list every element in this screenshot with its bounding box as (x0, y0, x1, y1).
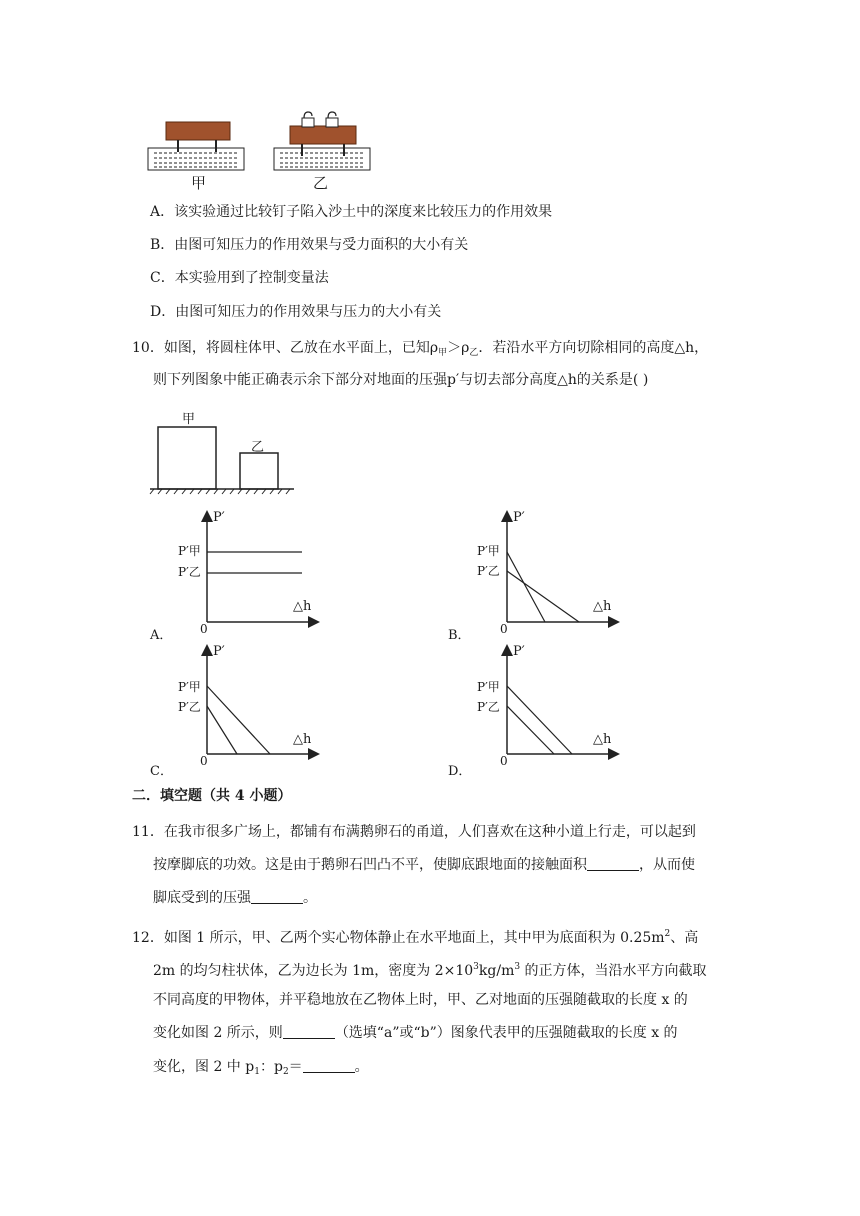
graph-c (150, 644, 330, 778)
section-title-fill-in: 二．填空题（共 4 小题） (132, 788, 292, 804)
q9-option-a: A．该实验通过比较钉子陷入沙土中的深度来比较压力的作用效果 (150, 204, 553, 220)
q10-fig-label-jia: 甲 (182, 412, 196, 427)
graph-a-y-label: P′ (213, 510, 225, 525)
graph-b-line-yi (507, 571, 579, 622)
graph-b-x-label: △h (593, 599, 612, 614)
q12-blank-1[interactable] (283, 1024, 335, 1039)
q11-blank-1[interactable] (587, 856, 639, 871)
graph-d-y-label: P′ (513, 644, 525, 659)
graph-c-x-label: △h (293, 732, 312, 747)
graph-a-p-yi: P′乙 (178, 565, 201, 579)
graph-b-p-jia: P′甲 (477, 544, 500, 558)
graph-d-option: D． (448, 764, 472, 779)
q9-option-d: D．由图可知压力的作用效果与压力的大小有关 (150, 304, 442, 320)
q11-line3: 脚底受到的压强 。 (153, 890, 317, 906)
graph-c-origin: 0 (200, 754, 208, 768)
graph-d-origin: 0 (500, 754, 508, 768)
q11-blank-2[interactable] (251, 889, 303, 904)
q10-line2: 则下列图象中能正确表示余下部分对地面的压强p′与切去部分高度△h的关系是( ) (153, 372, 649, 388)
graph-b-option: B． (448, 628, 471, 643)
graph-d-line-yi (507, 706, 554, 754)
q11-line2: 按摩脚底的功效。这是由于鹅卵石凹凸不平，使脚底跟地面的接触面积 ，从而使 (153, 857, 695, 873)
graph-d-p-jia: P′甲 (477, 680, 500, 694)
q10-cylinder-figure (148, 420, 298, 496)
q12-line2: 2m 的均匀柱状体，乙为边长为 1m，密度为 $2\times 10^3kg/m^3$ 的正方体，当沿水平方向截取 (153, 962, 707, 979)
graph-c-p-yi: P′乙 (178, 700, 201, 714)
graph-a (150, 508, 330, 642)
graph-c-option: C． (150, 764, 173, 779)
q10-fig-label-yi: 乙 (251, 440, 265, 455)
q12-line4: 变化如图 2 所示，则 （选填“a”或“b”）图象代表甲的压强随截取的长度 x 的 (153, 1025, 678, 1041)
graph-b (448, 508, 628, 642)
q9-option-b: B．由图可知压力的作用效果与受力面积的大小有关 (150, 237, 469, 253)
graph-a-p-jia: P′甲 (178, 544, 201, 558)
graph-b-origin: 0 (500, 622, 508, 636)
graph-c-p-jia: P′甲 (178, 680, 201, 694)
graph-a-origin: 0 (200, 622, 208, 636)
fig-yi-setup (274, 112, 370, 170)
graph-b-p-yi: P′乙 (477, 564, 500, 578)
q10-line1: 10．如图，将圆柱体甲、乙放在水平面上，已知$\rho_甲>\rho_乙$．若沿水平方向切除相同的高度△h， (132, 340, 709, 358)
q12-blank-2[interactable] (303, 1058, 355, 1073)
graph-b-y-label: P′ (513, 510, 525, 525)
graph-d (448, 644, 628, 778)
fig9-label-yi: 乙 (313, 174, 329, 192)
fig9-label-jia: 甲 (191, 174, 207, 192)
q9-figure (140, 108, 380, 190)
q12-line1: 12．如图 1 所示，甲、乙两个实心物体静止在水平地面上，其中甲为底面积为 $0.25m^2$、高 (132, 929, 699, 946)
q12-line5: 变化，图 2 中 $p_1$：$p_2=$ 。 (153, 1059, 369, 1077)
graph-d-p-yi: P′乙 (477, 700, 500, 714)
fig-jia-setup (148, 122, 244, 170)
graph-b-line-jia (507, 552, 545, 622)
q9-option-c: C．本实验用到了控制变量法 (150, 270, 329, 286)
graph-d-line-jia (507, 686, 572, 754)
graph-c-y-label: P′ (213, 644, 225, 659)
graph-a-x-label: △h (293, 599, 312, 614)
q11-line1: 11．在我市很多广场上，都铺有布满鹅卵石的甬道，人们喜欢在这种小道上行走，可以起到 (132, 824, 696, 840)
q12-line3: 不同高度的甲物体，并平稳地放在乙物体上时，甲、乙对地面的压强随截取的长度 x 的 (153, 992, 688, 1008)
graph-a-option: A． (150, 628, 173, 643)
graph-d-x-label: △h (593, 732, 612, 747)
